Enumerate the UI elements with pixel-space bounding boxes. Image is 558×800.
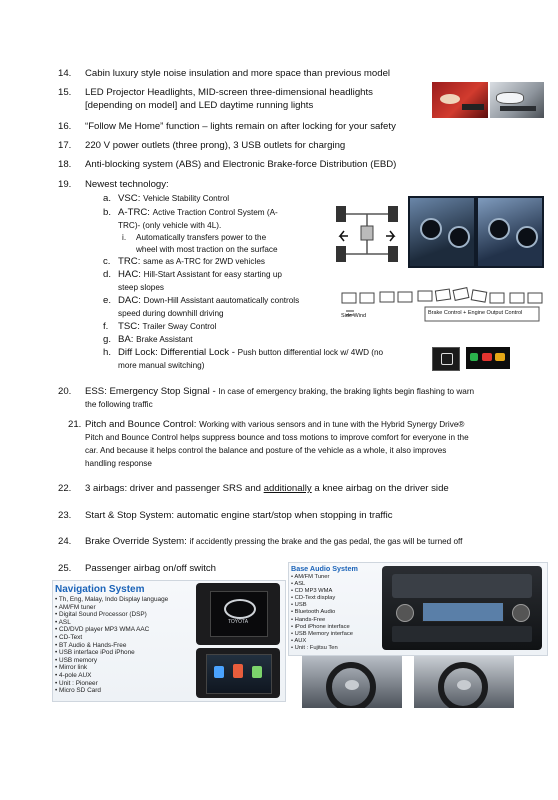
list-item: • AUX bbox=[291, 637, 307, 644]
item-number: 17. bbox=[58, 140, 72, 151]
tech-letter: i. bbox=[122, 233, 127, 242]
list-item: • Unit : Fujitsu Ten bbox=[291, 644, 338, 651]
item-text: Anti-blocking system (ABS) and Electronic Brake-force Distribution (EBD) bbox=[85, 159, 397, 170]
list-item: • CD-Text display bbox=[291, 595, 336, 602]
tech-item-ba: BA: Brake Assistant bbox=[118, 334, 193, 345]
tech-item-trc: TRC: same as A-TRC for 2WD vehicles bbox=[118, 256, 265, 267]
item-start-stop: Start & Stop System: automatic engine start/stop when stopping in traffic bbox=[85, 510, 393, 521]
atrc-wheel-photos bbox=[408, 196, 544, 268]
tech-item-hac-cont: steep slopes bbox=[118, 283, 164, 292]
list-item: • USB Memory interface bbox=[291, 630, 353, 637]
tech-item-diff-lock: Diff Lock: Differential Lock - Push button differential lock w/ 4WD (no bbox=[118, 347, 384, 358]
tech-item-dac-cont: speed during downhill driving bbox=[118, 309, 224, 318]
list-item: • AM/FM tuner bbox=[55, 603, 96, 611]
item-passenger-airbag: Passenger airbag on/off switch bbox=[85, 563, 217, 574]
steering-wheel-photo-right bbox=[414, 656, 514, 708]
tech-item-vsc: VSC: Vehicle Stability Control bbox=[118, 193, 230, 204]
item-number: 25. bbox=[58, 563, 72, 574]
list-item: • AM/FM Tuner bbox=[291, 574, 330, 580]
list-item: • Hands-Free bbox=[291, 616, 326, 623]
list-item: • USB interface iPod iPhone bbox=[55, 649, 135, 657]
item-text: 220 V power outlets (three prong), 3 USB outlets for charging bbox=[85, 140, 346, 151]
tech-letter: d. bbox=[103, 269, 112, 280]
tech-sub-item-cont: wheel with most traction on the surface bbox=[136, 245, 278, 254]
item-number: 15. bbox=[58, 87, 72, 98]
tech-sub-item: Automatically transfers power to the bbox=[136, 233, 267, 242]
item-text: LED Projector Headlights, MID-screen three-dimensional headlights bbox=[85, 87, 373, 98]
audio-unit-photo bbox=[382, 566, 542, 650]
item-ess-cont: the following traffic bbox=[85, 400, 153, 409]
list-item: • Bluetooth Audio bbox=[291, 609, 336, 616]
headlight-photo-silver bbox=[490, 82, 544, 118]
tech-letter: a. bbox=[103, 193, 112, 204]
item-brake-override: Brake Override System: if accidently pressing the brake and the gas pedal, the gas will be turned off bbox=[85, 536, 463, 547]
4wd-indicator-photo bbox=[466, 347, 510, 369]
audio-feature-list bbox=[291, 574, 353, 652]
item-number: 18. bbox=[58, 159, 72, 170]
item-number: 24. bbox=[58, 536, 72, 547]
item-pitch-bounce: Pitch and Bounce Control: Working with various sensors and in tune with the Hybrid Synergy Drive® bbox=[85, 419, 465, 430]
brake-control-label: Brake Control + Engine Output Control bbox=[428, 310, 523, 316]
list-item: • CD-Text bbox=[55, 633, 83, 641]
list-item: • CD/DVD player MP3 WMA AAC bbox=[55, 626, 150, 634]
tech-letter: c. bbox=[103, 256, 111, 267]
steering-wheel-photo-left bbox=[302, 656, 402, 708]
item-number: 16. bbox=[58, 121, 72, 132]
list-item: • Digital Sound Processor (DSP) bbox=[55, 611, 147, 619]
list-item: • iPod iPhone interface bbox=[291, 623, 350, 630]
atrc-drivetrain-diagram bbox=[328, 196, 406, 272]
tech-letter: g. bbox=[103, 334, 112, 345]
item-text: Newest technology: bbox=[85, 179, 169, 190]
tech-letter: f. bbox=[103, 321, 109, 332]
tech-letter: h. bbox=[103, 347, 112, 358]
item-number: 19. bbox=[58, 179, 72, 190]
navigation-unit-photo-top bbox=[196, 583, 280, 645]
list-item: • ASL bbox=[55, 618, 71, 626]
list-item: • 4-pole AUX bbox=[55, 671, 92, 679]
item-number: 20. bbox=[58, 386, 72, 397]
item-ess: ESS: Emergency Stop Signal - In case of emergency braking, the braking lights begin flashing to warn bbox=[85, 386, 475, 397]
list-item: • BT Audio & Hands-Free bbox=[55, 641, 127, 649]
item-number: 21. bbox=[68, 419, 82, 430]
navigation-system-title: Navigation System bbox=[55, 584, 145, 595]
item-pitch-bounce-cont: handling response bbox=[85, 459, 152, 468]
headlight-photo-red bbox=[432, 82, 488, 118]
navigation-feature-list bbox=[55, 596, 168, 695]
trailer-sway-diagram bbox=[340, 285, 545, 327]
list-item: • Mirror link bbox=[55, 664, 88, 672]
tech-letter: b. bbox=[103, 207, 112, 218]
item-text: Cabin luxury style noise insulation and more space than previous model bbox=[85, 68, 391, 79]
navigation-unit-photo-bottom bbox=[196, 648, 280, 698]
list-item: • Unit : Pioneer bbox=[55, 679, 98, 687]
tech-item-atrc: A-TRC: Active Traction Control System (A- bbox=[118, 207, 278, 218]
item-text: [depending on model] and LED daytime running lights bbox=[85, 100, 314, 111]
diff-lock-switch-photo bbox=[432, 347, 460, 371]
list-item: • USB memory bbox=[55, 656, 98, 664]
item-text: “Follow Me Home” function – lights remain on after locking for your safety bbox=[85, 121, 396, 132]
toyota-logo-text: TOYOTA bbox=[227, 619, 249, 625]
item-pitch-bounce-cont: Pitch and Bounce Control helps suppress bounce and toss motions to improve comfort for everyone in the bbox=[85, 433, 469, 442]
tech-item-hac: HAC: Hill-Start Assistant for easy starting up bbox=[118, 269, 282, 280]
list-item: • ASL bbox=[291, 581, 306, 588]
item-number: 23. bbox=[58, 510, 72, 521]
list-item: • CD MP3 WMA bbox=[291, 588, 333, 595]
list-item: • Micro SD Card bbox=[55, 687, 101, 695]
tech-item-atrc-cont: TRC)- (only vehicle with 4L). bbox=[118, 221, 222, 230]
list-item: • USB bbox=[291, 602, 307, 609]
tech-item-diff-lock-cont: more manual switching) bbox=[118, 361, 205, 370]
item-number: 22. bbox=[58, 483, 72, 494]
tech-letter: e. bbox=[103, 295, 112, 306]
list-item: • Th, Eng, Malay, Indo Display language bbox=[55, 596, 169, 603]
item-number: 14. bbox=[58, 68, 72, 79]
item-airbags: 3 airbags: driver and passenger SRS and additionally a knee airbag on the driver side bbox=[85, 483, 449, 494]
tech-item-tsc: TSC: Trailer Sway Control bbox=[118, 321, 217, 332]
item-pitch-bounce-cont: car. And because it helps control the balance and posture of the vehicle as a whole, it also improves bbox=[85, 446, 447, 455]
base-audio-system-title: Base Audio System bbox=[291, 564, 358, 573]
tech-item-dac: DAC: Down-Hill Assistant aautomatically controls bbox=[118, 295, 300, 306]
side-wind-label: Side Wind bbox=[341, 313, 367, 319]
